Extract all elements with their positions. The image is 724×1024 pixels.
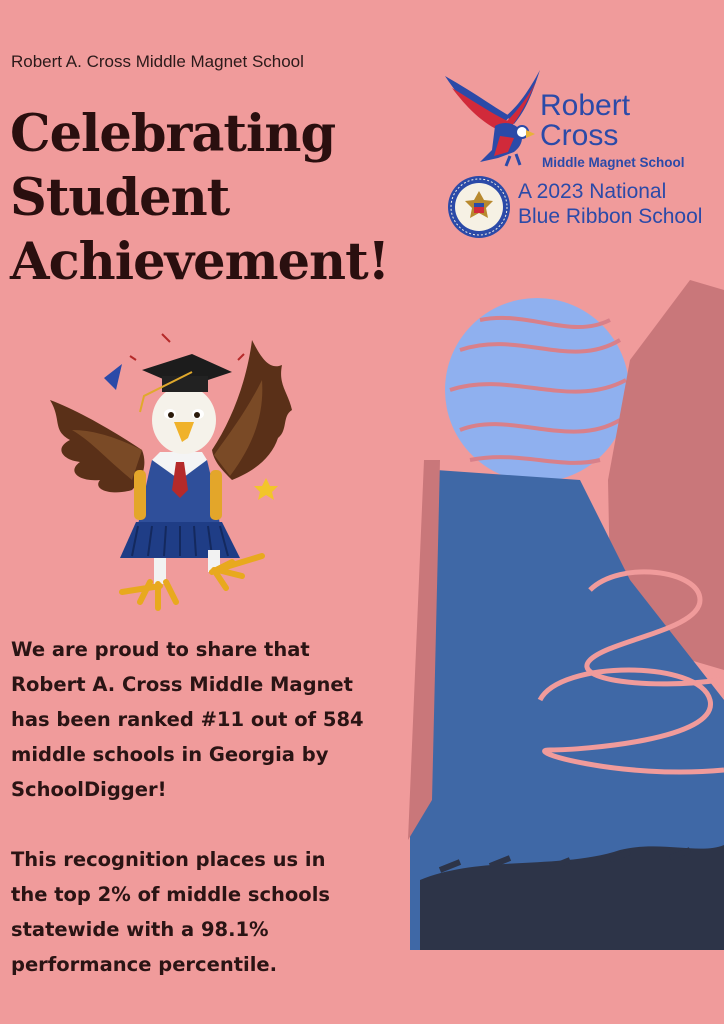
logo-subtitle: Middle Magnet School: [542, 155, 685, 170]
school-logo: [440, 66, 720, 246]
abstract-shapes: [400, 280, 724, 952]
blue-ribbon-seal-icon: [446, 174, 512, 240]
graduate-eagle-icon: [42, 330, 302, 620]
headline-line-2: Student: [10, 168, 230, 228]
headline-line-1: Celebrating: [10, 104, 336, 164]
announcement-body: [11, 632, 411, 982]
eagle-logo-icon: [440, 66, 545, 171]
school-name-eyebrow: Robert A. Cross Middle Magnet School: [11, 52, 304, 71]
headline-line-3: Achievement!: [10, 232, 390, 292]
blue-ribbon-label: A 2023 National Blue Ribbon School: [518, 180, 703, 228]
page-title: [10, 102, 389, 294]
announcement-paragraph-1: We are proud to share that Robert A. Cross Middle Magnet has been ranked #11 out of 584 middle schools in Georgia by SchoolDigger!: [11, 638, 364, 801]
logo-school-name: Robert Cross: [540, 89, 631, 152]
announcement-paragraph-2: This recognition places us in the top 2% of middle schools statewide with a 98.1% performance percentile.: [11, 848, 330, 976]
